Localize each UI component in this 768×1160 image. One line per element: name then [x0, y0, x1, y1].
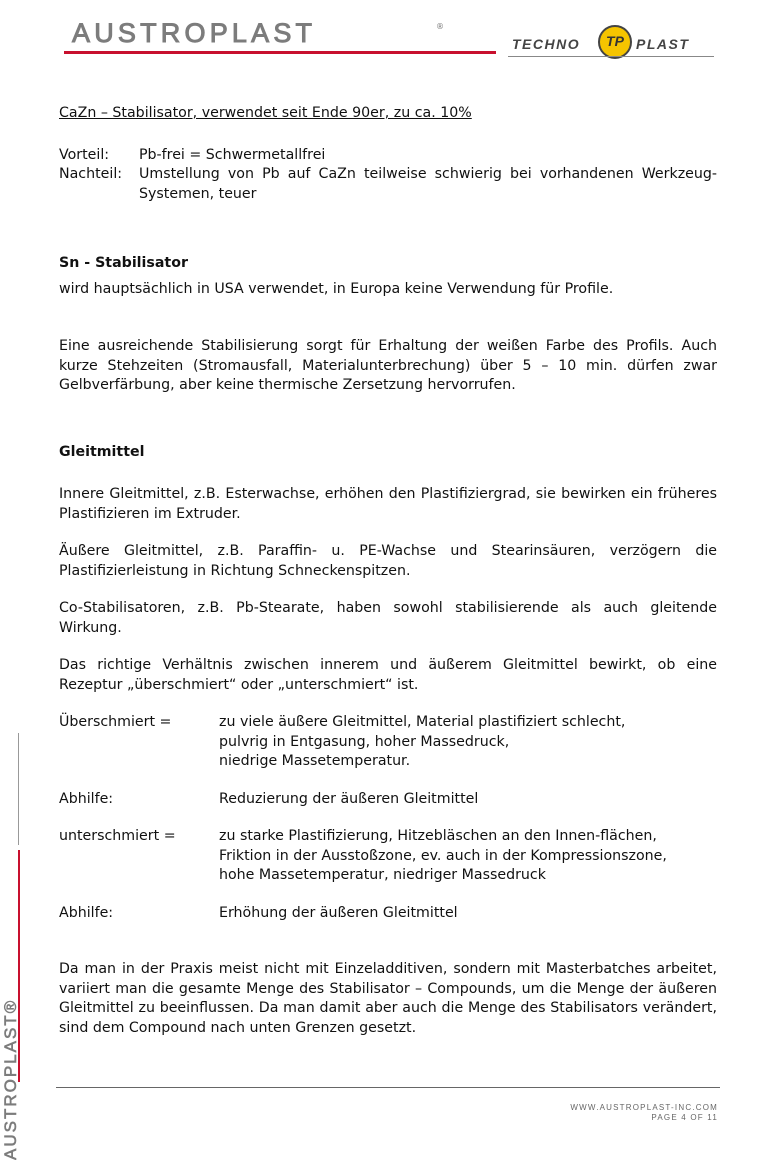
abhilfe-text-2: Erhöhung der äußeren Gleitmittel	[219, 904, 458, 921]
ueberschmiert-line-1: zu viele äußere Gleitmittel, Material plastifiziert schlecht,	[219, 714, 626, 730]
ueberschmiert-label: Überschmiert =	[59, 714, 172, 730]
austroplast-logo: AUSTROPLAST	[72, 18, 317, 48]
unterschmiert-line-3: hohe Massetemperatur, niedriger Massedruck	[219, 867, 546, 883]
abhilfe-row-1	[59, 790, 717, 810]
ueberschmiert-line-2: pulvrig in Entgasung, hoher Massedruck,	[219, 733, 510, 750]
page-content	[59, 104, 717, 1038]
footer-url: WWW.AUSTROPLAST-INC.COM	[570, 1103, 718, 1112]
unterschmiert-line-2: Friktion in der Ausstoßzone, ev. auch in der Kompressionszone,	[219, 847, 667, 864]
vorteil-label: Vorteil:	[59, 146, 110, 163]
side-austroplast-logo: AUSTROPLAST®	[1, 998, 20, 1160]
unterschmiert-line-1: zu starke Plastifizierung, Hitzebläschen an den Innen-flächen,	[219, 828, 657, 844]
vorteil-row	[59, 146, 717, 166]
innere-gleitmittel-paragraph: Innere Gleitmittel, z.B. Esterwachse, erhöhen den Plastifiziergrad, sie bewirken ein früheres Plastifizieren im Extruder.	[59, 486, 717, 522]
closing-paragraph: Da man in der Praxis meist nicht mit Einzeladditiven, sondern mit Masterbatches arbeitet, variiert man die gesamte Menge des Stabilisator – Compounds, um die Menge der äußeren Gleitmittel zu beeinflussen. Da man damit aber auch die Menge des Stabilisators verändert, sind dem Compound nach unten Grenzen gesetzt.	[59, 961, 717, 1036]
ueberschmiert-row	[59, 713, 717, 772]
co-stabilisatoren-paragraph: Co-Stabilisatoren, z.B. Pb-Stearate, haben sowohl stabilisierende als auch gleitende Wirkung.	[59, 600, 717, 636]
logo-underline	[64, 51, 496, 54]
unterschmiert-label: unterschmiert =	[59, 828, 176, 844]
sn-text: wird hauptsächlich in USA verwendet, in Europa keine Verwendung für Profile.	[59, 280, 614, 297]
footer-page-number: PAGE 4 OF 11	[651, 1113, 718, 1122]
nachteil-text: Umstellung von Pb auf CaZn teilweise schwierig bei vorhandenen Werkzeug-Systemen, teuer	[139, 166, 717, 202]
registered-mark: ®	[436, 22, 444, 31]
aeussere-gleitmittel-paragraph: Äußere Gleitmittel, z.B. Paraffin- u. PE-Wachse und Stearinsäuren, verzögern die Plastifizierleistung in Richtung Schneckenspitzen.	[59, 543, 717, 579]
abhilfe-row-2	[59, 904, 717, 924]
page-header	[0, 0, 768, 70]
ueberschmiert-line-3: niedrige Massetemperatur.	[219, 753, 411, 769]
vorteil-text: Pb-frei = Schwermetallfrei	[139, 146, 326, 163]
gleitmittel-heading: Gleitmittel	[59, 443, 145, 460]
abhilfe-label-1: Abhilfe:	[59, 790, 114, 807]
nachteil-label: Nachteil:	[59, 166, 123, 182]
abhilfe-label-2: Abhilfe:	[59, 904, 114, 921]
stabilisierung-paragraph: Eine ausreichende Stabilisierung sorgt für Erhaltung der weißen Farbe des Profils. Auch kurze Stehzeiten (Stromausfall, Materialunterbrechung) über 5 – 10 min. dürfen zwar Gelbverfärbung, aber keine thermische Zersetzung hervorrufen.	[59, 338, 717, 393]
technoplast-logo-plast: PLAST	[636, 36, 690, 52]
technoplast-logo-techno: TECHNO	[512, 36, 581, 52]
unterschmiert-row	[59, 827, 717, 886]
technoplast-underline	[508, 56, 714, 57]
abhilfe-text-1: Reduzierung der äußeren Gleitmittel	[219, 790, 479, 807]
verhaeltnis-paragraph: Das richtige Verhältnis zwischen innerem und äußerem Gleitmittel bewirkt, ob eine Rezeptur „überschmiert“ oder „unterschmiert“ ist.	[59, 657, 717, 693]
sn-heading: Sn - Stabilisator	[59, 255, 188, 271]
footer-divider	[56, 1087, 720, 1088]
cazn-heading: CaZn – Stabilisator, verwendet seit Ende 90er, zu ca. 10%	[59, 105, 472, 121]
nachteil-row	[59, 165, 717, 204]
page-footer	[570, 1103, 718, 1123]
technoplast-tp-badge: TP	[598, 25, 632, 59]
